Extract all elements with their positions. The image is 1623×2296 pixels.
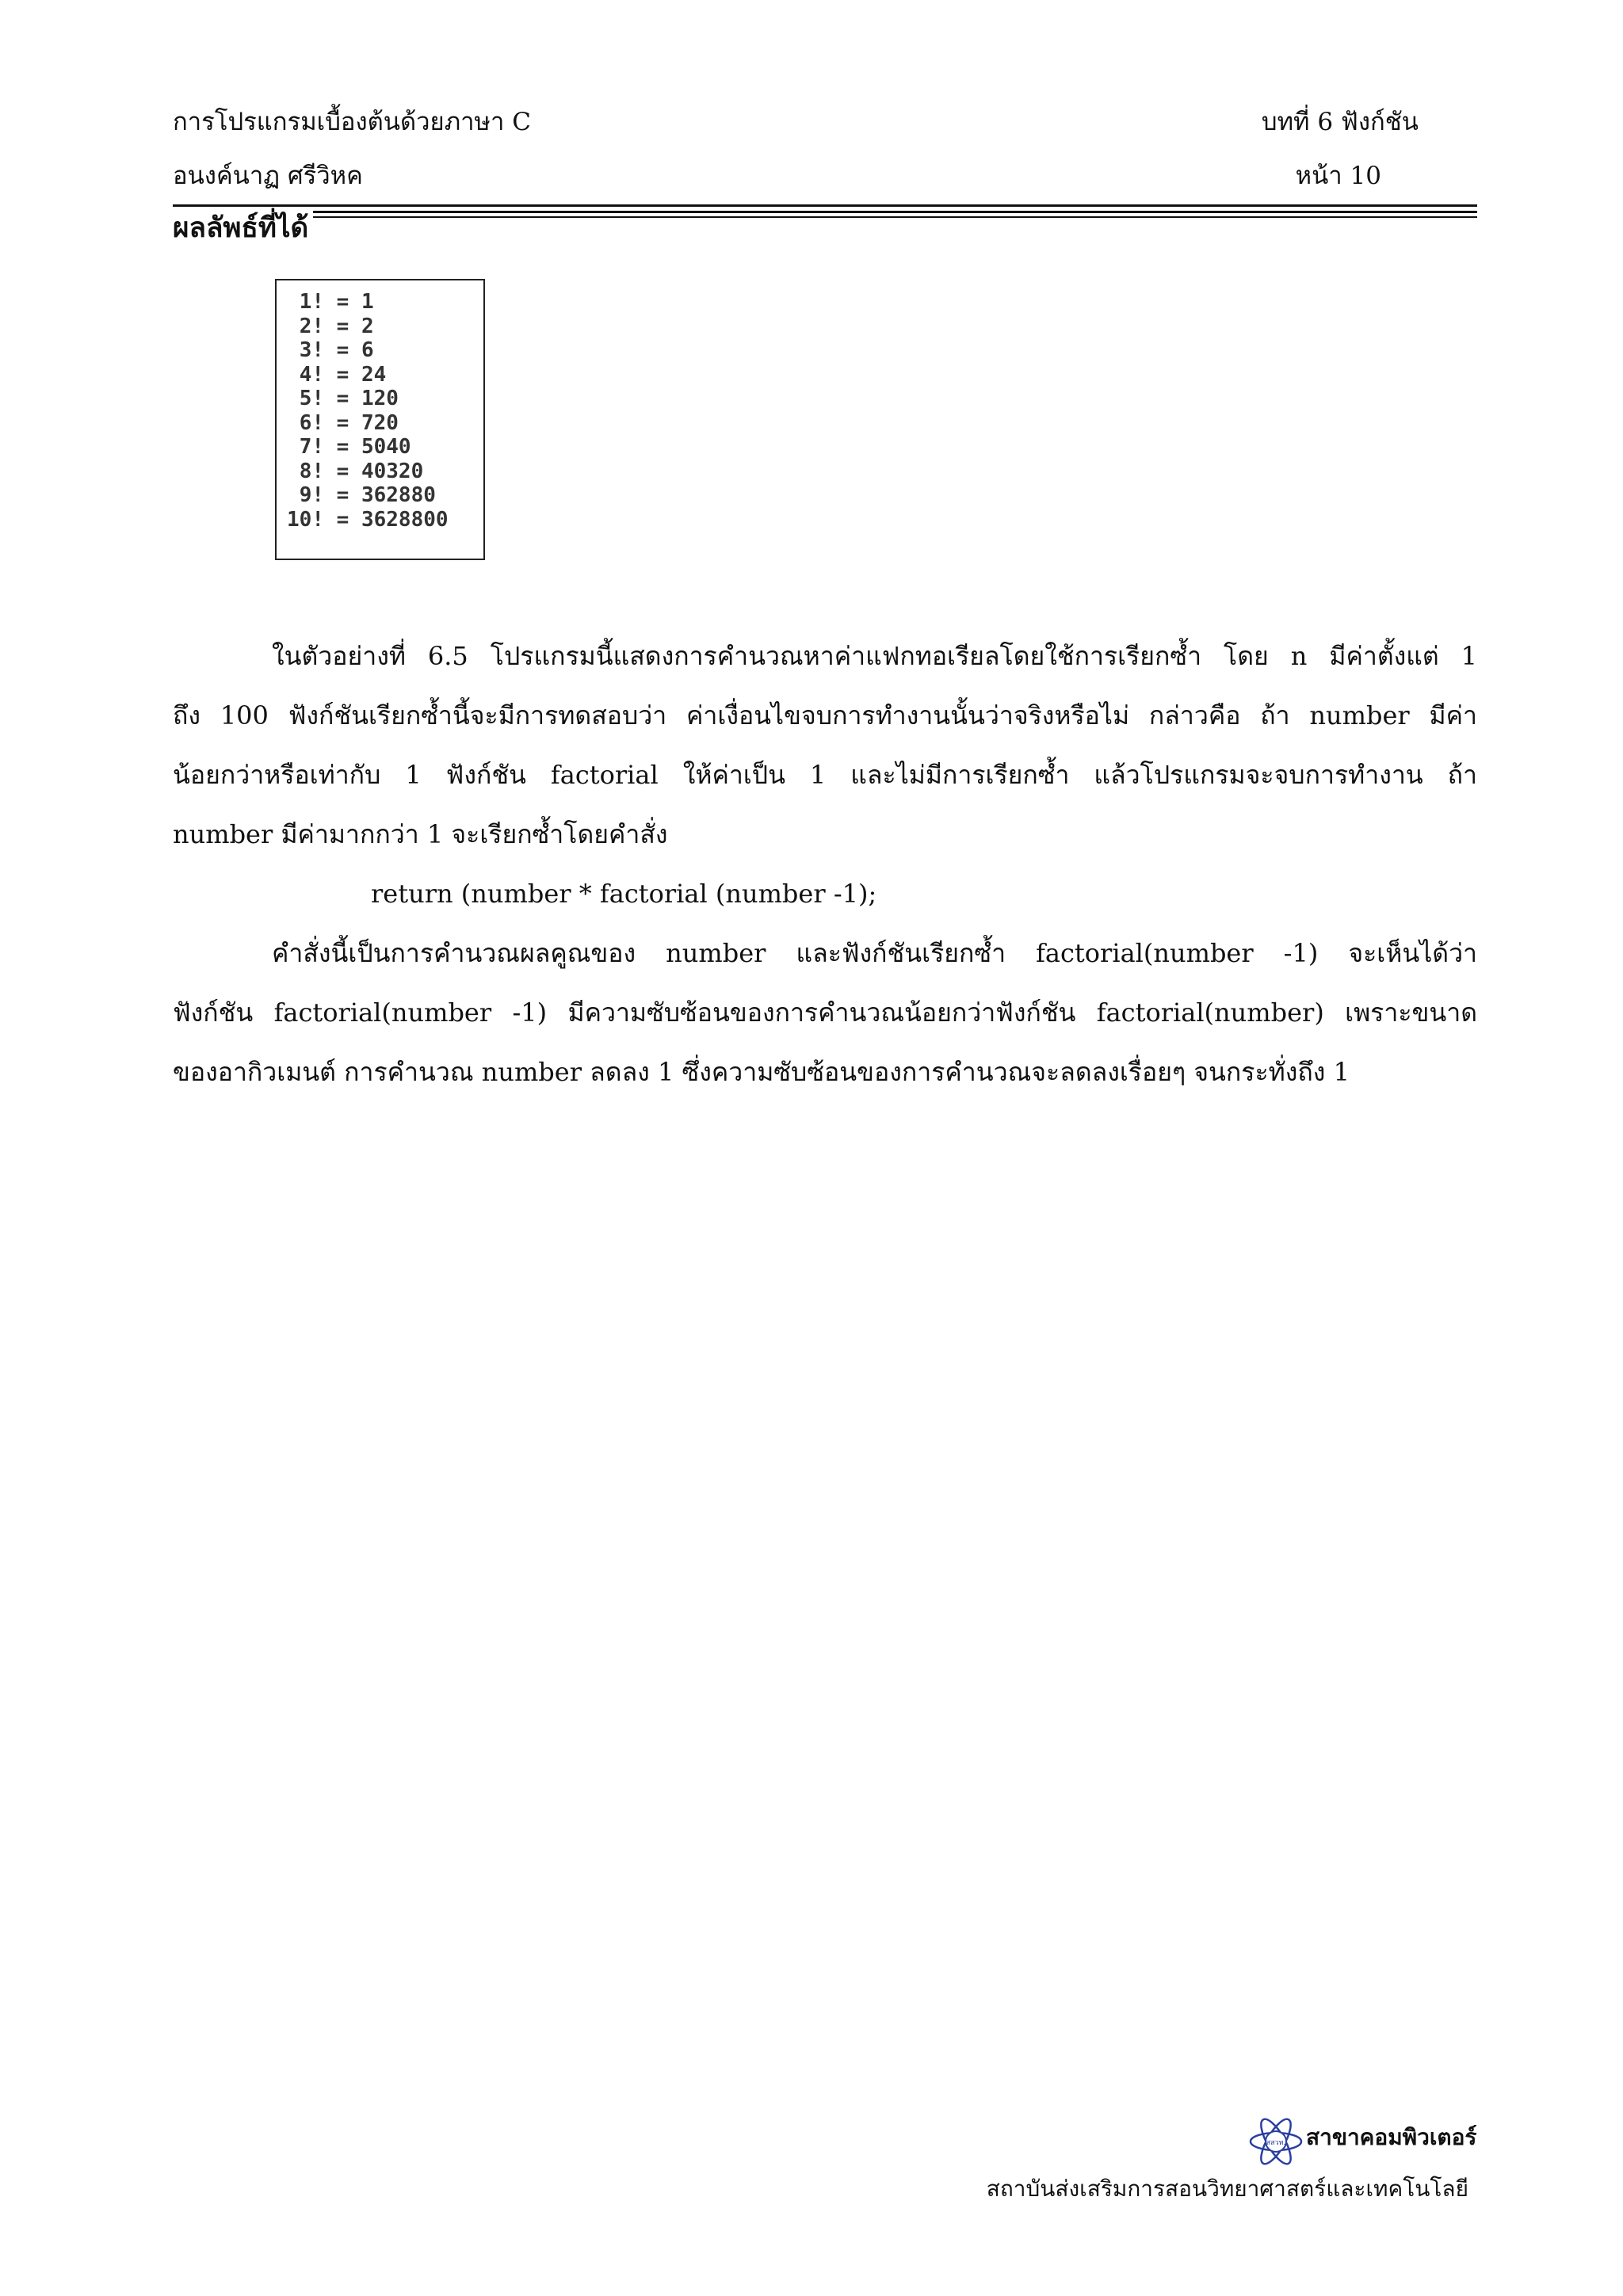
console-line-value: = 362880 [324,483,436,507]
console-line [277,338,460,363]
console-line-value: = 3628800 [324,507,449,532]
console-line-factorial: 2! [299,314,324,338]
console-line-value: = 720 [324,410,399,435]
paragraph-line: ในตัวอย่างที่ 6.5 โปรแกรมนี้แสดงการคำนวณหาค่าแฟกทอเรียลโดยใช้การเรียกซ้ำ โดย n มีค่าตั้งแต่ 1 [272,641,1477,671]
console-line [277,290,460,315]
header-page-number: หน้า 10 [1295,162,1381,190]
header-chapter: บทที่ 6 ฟังก์ชัน [1261,108,1419,136]
console-line [277,363,460,387]
console-line-factorial: 1! [299,290,324,314]
console-line [277,483,460,508]
header-rule [173,216,1477,218]
console-line-factorial: 8! [299,459,324,483]
header-rule [173,204,1477,207]
paragraph-line: น้อยกว่าหรือเท่ากับ 1 ฟังก์ชัน factorial ให้ค่าเป็น 1 และไม่มีการเรียกซ้ำ แล้วโปรแกรมจะจบการทำงาน ถ้า [173,760,1477,790]
footer-institute: สถาบันส่งเสริมการสอนวิทยาศาสตร์และเทคโนโลยี [986,2176,1468,2202]
institute-logo [1248,2114,1304,2169]
console-line-value: = 120 [324,387,399,410]
result-heading: ผลลัพธ์ที่ได้ [173,211,313,246]
console-line [277,387,460,411]
console-line-value: = 1 [324,290,374,314]
header-rule [173,211,1477,213]
logo-text: สสวท. [1266,2139,1286,2147]
console-line [277,435,460,460]
console-line [277,460,460,484]
console-line-factorial: 6! [299,410,324,435]
code-line: return (number * factorial (number -1); [371,879,877,909]
console-line-value: = 6 [324,338,374,362]
footer-department: สาขาคอมพิวเตอร์ [1306,2124,1477,2150]
console-line-value: = 2 [324,314,374,338]
atom-logo-icon [1248,2114,1304,2169]
console-line [277,315,460,339]
paragraph-line: ถึง 100 ฟังก์ชันเรียกซ้ำนี้จะมีการทดสอบว่า ค่าเงื่อนไขจบการทำงานนั้นว่าจริงหรือไม่ กล่าวคือ ถ้า number มีค่า [173,700,1477,730]
header-author: อนงค์นาฏ ศรีวิหค [173,162,363,190]
console-line-factorial: 9! [299,483,324,507]
console-line [277,508,460,532]
paragraph-line: ของอากิวเมนต์ การคำนวณ number ลดลง 1 ซึ่งความซับซ้อนของการคำนวณจะลดลงเรื่อยๆ จนกระทั่งถึง 1 [173,1057,1350,1087]
console-line-factorial: 10! [287,507,324,532]
console-line [277,411,460,436]
console-line-value: = 40320 [324,459,424,483]
paragraph-line: ฟังก์ชัน factorial(number -1) มีความซับซ้อนของการคำนวณน้อยกว่าฟังก์ชัน factorial(number) เพราะขนาด [173,997,1477,1028]
console-line-factorial: 5! [299,387,324,410]
paragraph-line: number มีค่ามากกว่า 1 จะเรียกซ้ำโดยคำสั่ง [173,819,668,849]
console-line-factorial: 4! [299,362,324,387]
header-book-title: การโปรแกรมเบื้องต้นด้วยภาษา C [173,108,531,136]
console-line-factorial: 7! [299,435,324,459]
console-line-value: = 24 [324,362,387,387]
console-output-box [275,279,485,560]
paragraph-line: คำสั่งนี้เป็นการคำนวณผลคูณของ number และฟังก์ชันเรียกซ้ำ factorial(number -1) จะเห็นได้ว่า [272,938,1477,968]
console-line-value: = 5040 [324,435,411,459]
console-line-factorial: 3! [299,338,324,362]
